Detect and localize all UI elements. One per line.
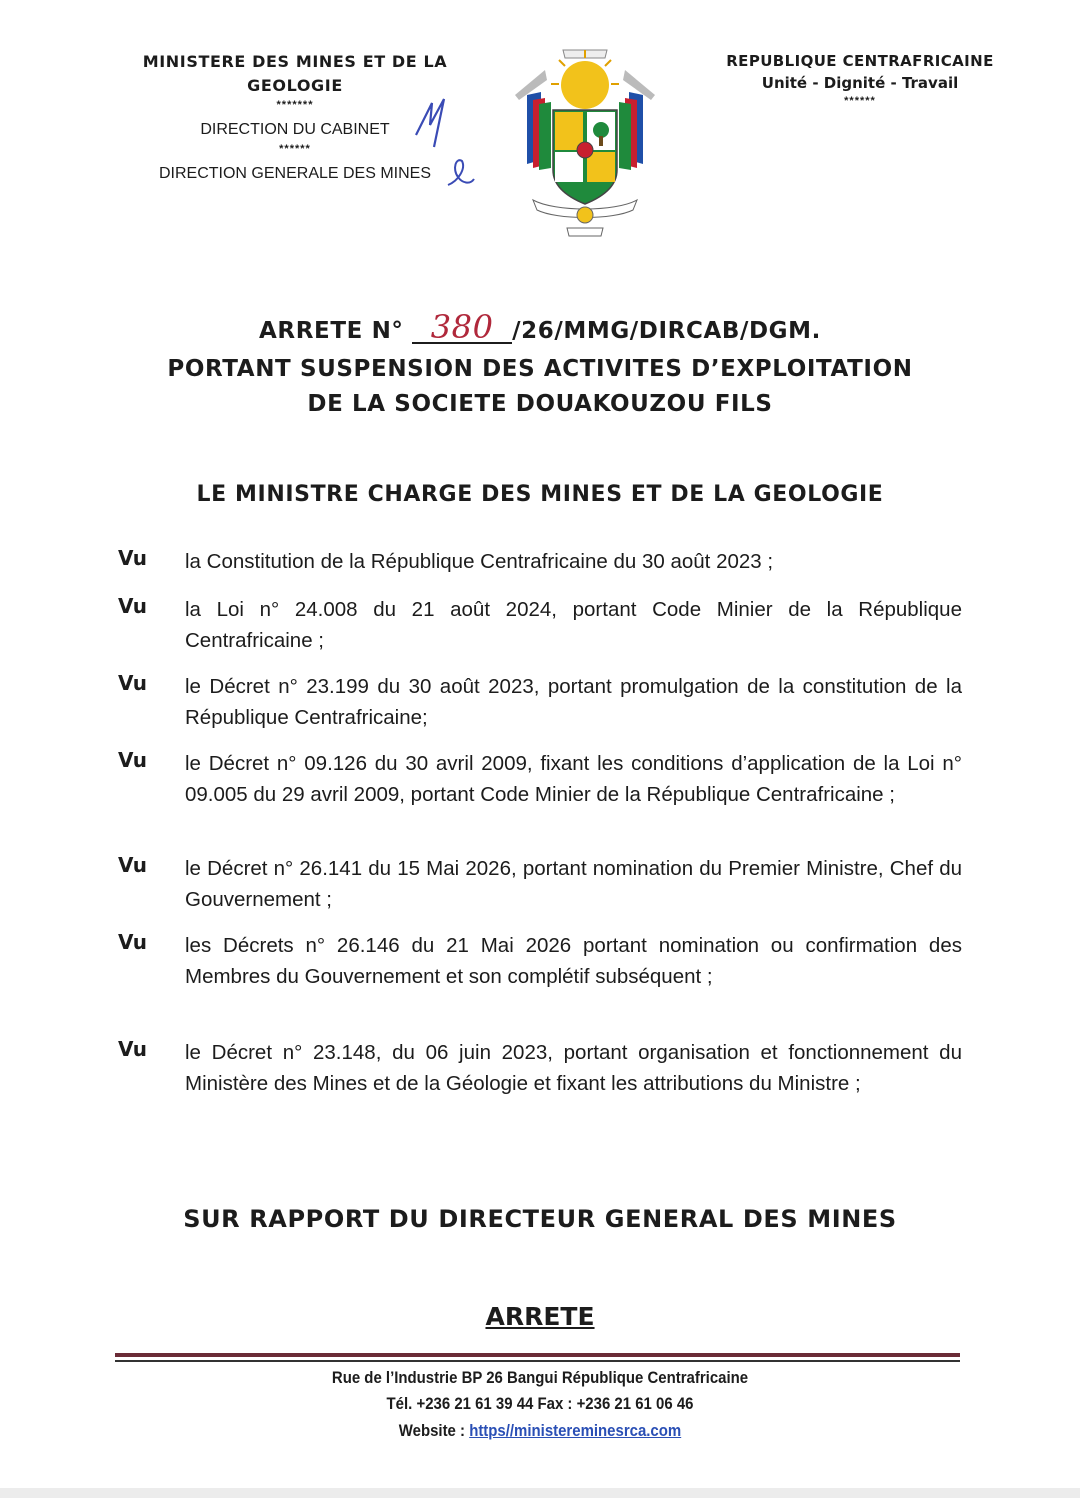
- footer-website: [118, 1421, 963, 1441]
- direction-cabinet: DIRECTION DU CABINET: [200, 121, 390, 138]
- ministry-name-line2: GEOLOGIE: [247, 76, 343, 95]
- website-label: Website :: [398, 1421, 466, 1440]
- separator-stars: ******: [844, 95, 876, 107]
- consideration-text: la Loi n° 24.008 du 21 août 2024, portant Code Minier de la République Centrafricaine ;: [185, 598, 962, 652]
- vu-label: Vu: [118, 671, 148, 695]
- consideration-text: les Décrets n° 26.146 du 21 Mai 2026 portant nomination ou confirmation des Membres du Gouvernement et son complétif subséquent ;: [185, 934, 962, 988]
- vu-label: Vu: [118, 594, 148, 618]
- header-republic-block: [700, 50, 1020, 108]
- coat-of-arms-emblem: [505, 40, 665, 240]
- arrete-heading: ARRETE: [485, 1302, 595, 1331]
- page-bottom-edge: [0, 1488, 1080, 1498]
- website-link[interactable]: https//ministereminesrca.com: [469, 1421, 682, 1440]
- rapport-heading: SUR RAPPORT DU DIRECTEUR GENERAL DES MINES: [183, 1205, 897, 1233]
- decree-title-line1: [60, 308, 1020, 349]
- separator-stars: ******: [279, 143, 311, 155]
- minister-heading: LE MINISTRE CHARGE DES MINES ET DE LA GEOLOGIE: [196, 482, 884, 507]
- national-motto: Unité - Dignité - Travail: [761, 74, 959, 92]
- footer-divider: [115, 1360, 960, 1362]
- decree-number: 380: [412, 312, 512, 344]
- consideration-text: le Décret n° 23.199 du 30 août 2023, portant promulgation de la constitution de la République Centrafricaine;: [185, 675, 962, 729]
- vu-label: Vu: [118, 1037, 148, 1061]
- decree-title-line2: PORTANT SUSPENSION DES ACTIVITES D’EXPLOITATION: [167, 356, 913, 382]
- vu-label: Vu: [118, 930, 148, 954]
- decree-prefix: ARRETE N°: [259, 318, 404, 344]
- vu-label: Vu: [118, 853, 148, 877]
- footer-phone: Tél. +236 21 61 39 44 Fax : +236 21 61 06 46: [386, 1394, 694, 1413]
- direction-generale: DIRECTION GENERALE DES MINES: [158, 165, 432, 182]
- handwritten-initial-mark: [410, 95, 450, 155]
- footer-address: Rue de l’Industrie BP 26 Bangui République Centrafricaine: [331, 1368, 749, 1387]
- vu-label: Vu: [118, 748, 148, 772]
- separator-stars: *******: [276, 99, 314, 111]
- footer-divider: [115, 1353, 960, 1357]
- consideration-text: le Décret n° 26.141 du 15 Mai 2026, portant nomination du Premier Ministre, Chef du Gouvernement ;: [185, 857, 962, 911]
- vu-label: Vu: [118, 546, 148, 570]
- consideration-text: le Décret n° 09.126 du 30 avril 2009, fixant les conditions d’application de la Loi n° 09.005 du 29 avril 2009, portant Code Minier de la République Centrafricaine ;: [185, 752, 962, 806]
- handwritten-initial-mark: [440, 155, 480, 195]
- consideration-text: la Constitution de la République Centrafricaine du 30 août 2023 ;: [185, 550, 774, 573]
- decree-reference: /26/MMG/DIRCAB/DGM.: [512, 318, 821, 344]
- decree-title-line3: DE LA SOCIETE DOUAKOUZOU FILS: [307, 391, 773, 417]
- consideration-text: le Décret n° 23.148, du 06 juin 2023, portant organisation et fonctionnement du Ministère des Mines et de la Géologie et fixant les attributions du Ministre ;: [185, 1041, 962, 1095]
- ministry-name-line1: MINISTERE DES MINES ET DE LA: [142, 52, 448, 71]
- republic-name: REPUBLIQUE CENTRAFRICAINE: [726, 52, 994, 70]
